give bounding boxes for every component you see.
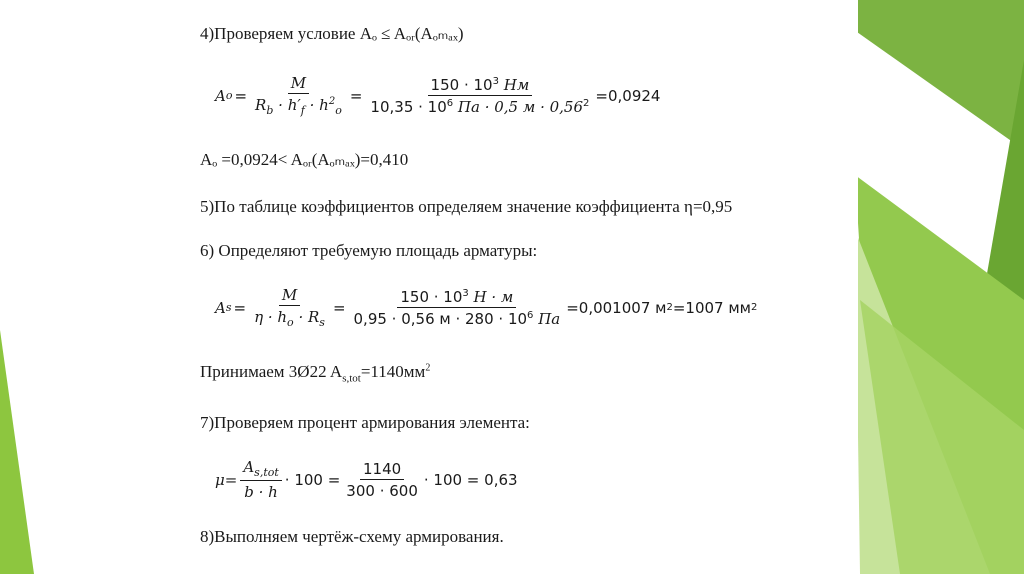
step-7-text: 7)Проверяем процент армирования элемента: [200,413,530,432]
as-subscript: s [225,301,232,314]
step-4-text: 4)Проверяем условие [200,24,356,43]
denominator-numeric-2 [351,308,564,328]
m2-exponent: 2 [666,302,673,313]
accept-text: Принимаем 3Ø22 A [200,362,343,381]
equals-sign: = [234,86,248,105]
accept-subscript: s,tot [342,372,361,385]
h-subscript: o [287,316,294,329]
num-unit: Нм [503,75,530,94]
num-exponent-2: 3 [462,287,469,299]
fraction-m-over-rbh [252,74,345,117]
num-unit-2: Н · м [473,287,514,306]
denominator-numeric [367,96,592,116]
ho-subscript: o [335,104,342,117]
denominator-bh: b · h [244,483,278,501]
ao-result: =0,0924 [595,86,661,105]
numerator-1140: 1140 [360,460,404,480]
rb-symbol: R [255,96,267,114]
accept-exponent: 2 [425,362,431,374]
mm2-exponent: 2 [750,302,758,313]
as-result-m2: =0,001007 м [566,298,667,317]
fraction-numeric-2 [351,288,564,328]
fraction-numeric [367,76,592,116]
step-6-text: 6) Определяют требуемую площадь арматуры: [200,241,538,260]
ao-subscript: o [225,89,233,102]
equals-sign-3: = [233,298,247,317]
step-4-heading [200,24,464,44]
den-exponent-2: 2 [583,97,590,109]
num-exponent: 3 [492,75,499,87]
step-4-condition: Aₒ ≤ Aₒᵣ(Aₒₘₐₓ) [359,24,464,43]
numerator-numeric [428,76,533,96]
equals-sign-2: = [349,86,363,105]
ao-symbol: A [215,86,226,105]
accept-line [200,362,430,384]
fraction-1140 [343,460,421,500]
equation-as [215,286,757,329]
ao-check-line: Aₒ =0,0924< Aₒᵣ(Aₒₘₐₓ)=0,410 [200,150,409,169]
hf-subscript: f [300,104,305,117]
num-value-2: 150 · 10 [400,287,463,306]
fraction-as-over-bh [240,458,281,501]
mu-symbol: μ= [215,470,238,489]
num-value: 150 · 10 [430,75,493,94]
ho-superscript: 2 [328,96,336,107]
ho-symbol: · h [309,96,329,114]
rs-subscript: s [319,316,325,329]
rs-symbol: · R [298,308,320,326]
as-tot-subscript: s,tot [254,466,279,479]
mu-multiplier: · 100 = [284,470,341,489]
denominator-300-600: 300 · 600 [346,481,418,500]
den-unit: Па · 0,5 м · 0,56 [457,97,584,116]
numerator-m: M [288,74,309,94]
numerator-as [240,458,281,481]
step-5-text: 5)По таблице коэффициентов определяем значение коэффициента η=0,95 [200,197,733,216]
equation-mu [215,458,518,501]
as-result-mm2: =1007 мм [672,298,751,317]
equation-ao [215,74,660,117]
as-tot-symbol: A [243,458,255,476]
den-value-2: 0,95 · 0,56 м · 280 · 10 [353,309,528,328]
equals-sign-4: = [332,298,346,317]
denominator-nhr [251,306,328,329]
step-8-text: 8)Выполняем чертёж-схему армирования. [200,527,504,546]
den-exponent: 6 [446,97,454,109]
eta-h-symbol: η · h [254,308,288,326]
rb-subscript: b [266,104,274,117]
numerator-numeric-2 [397,288,516,308]
denominator-rbh [252,94,345,117]
fraction-m-over-nhr [251,286,328,329]
numerator-m-2: M [279,286,300,306]
hf-symbol: · h′ [278,96,301,114]
mu-result: · 100 = 0,63 [423,470,518,489]
den-unit-2: Па [538,309,561,328]
accept-value: =1140мм [360,362,426,381]
den-value: 10,35 · 10 [370,97,447,116]
den-exponent-3: 6 [527,309,534,321]
as-symbol: A [215,298,226,317]
